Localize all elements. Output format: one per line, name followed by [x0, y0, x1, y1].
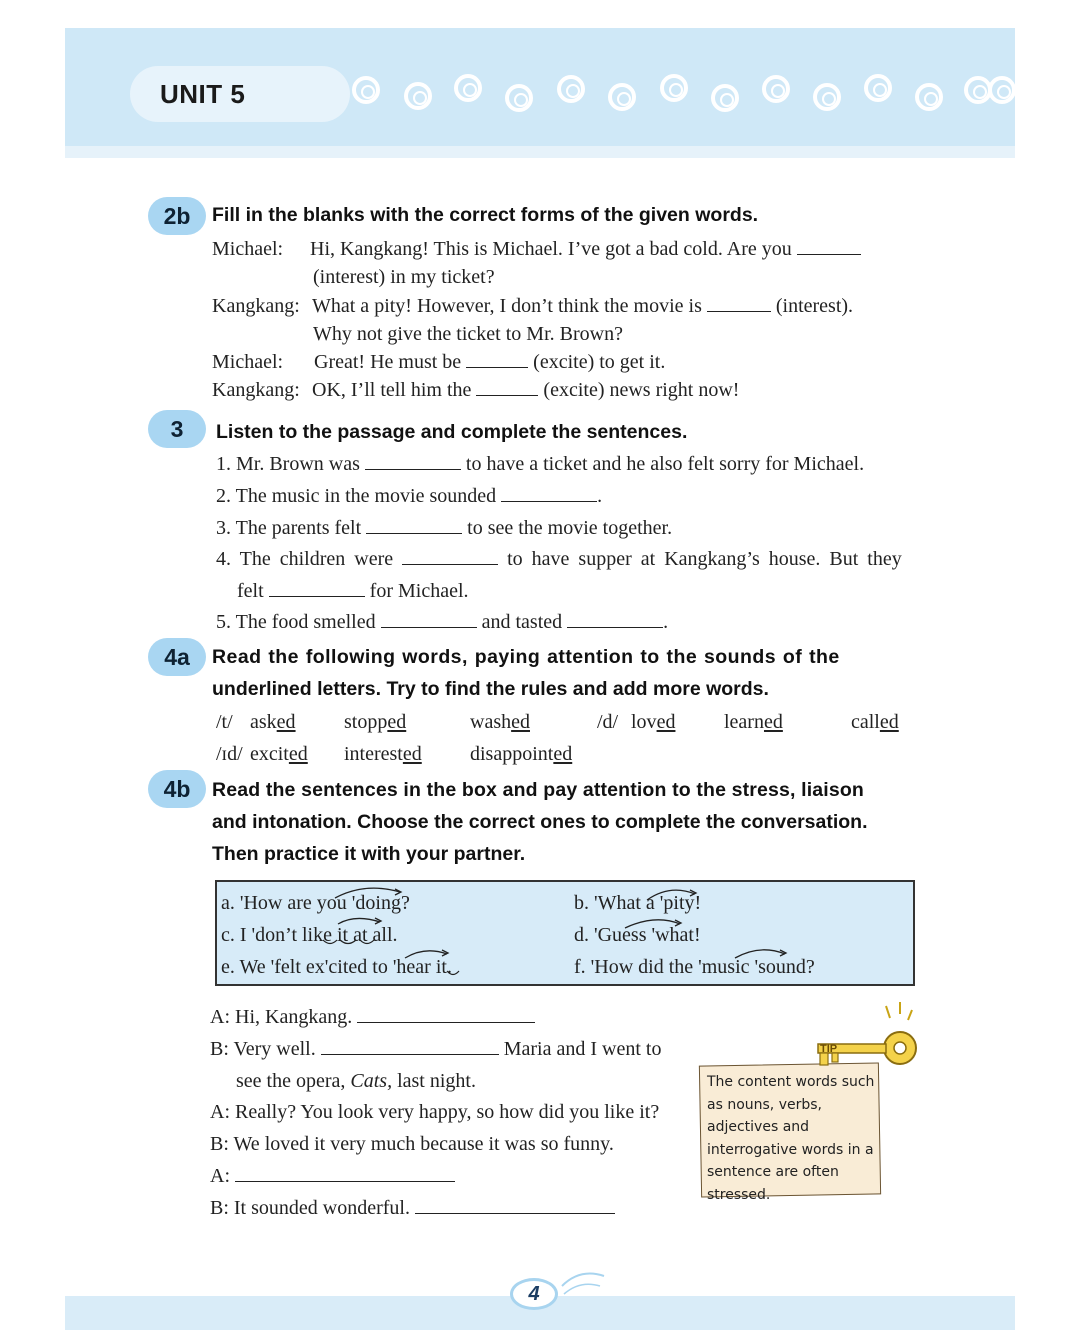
word-item: disappointed: [470, 743, 573, 765]
key-icon: [812, 1000, 922, 1080]
exercise-badge-2b: 2b: [148, 197, 206, 235]
answer-blank[interactable]: [321, 1053, 499, 1055]
box-sentence-f: f. 'How did the 'music 'sound?: [574, 956, 815, 978]
box-sentence-d: d. 'Guess 'what!: [574, 924, 701, 946]
dialog-line: A:: [210, 1165, 455, 1188]
box-sentence-e: e. We 'felt ex'cited to 'hear it.: [221, 956, 452, 978]
word-item: excited: [250, 743, 308, 765]
answer-blank[interactable]: [501, 500, 597, 502]
exercise-badge-3: 3: [148, 410, 206, 448]
answer-blank[interactable]: [476, 394, 538, 396]
swirl-decoration: [560, 1266, 610, 1306]
box-sentence-b: b. 'What a 'pity!: [574, 892, 702, 914]
word-item: loved: [631, 711, 676, 733]
sentence-item: 5. The food smelled and tasted .: [216, 611, 669, 633]
exercise-4a-instruction: Read the following words, paying attention to the sounds of the: [212, 646, 840, 668]
ring-icon: [915, 83, 943, 111]
dialog-line: OK, I’ll tell him the (excite) news right now!: [312, 379, 740, 401]
word-item: interested: [344, 743, 422, 765]
sentence-item: felt for Michael.: [237, 580, 469, 602]
ring-icon: [813, 83, 841, 111]
phoneme-d: /d/: [597, 711, 619, 733]
ring-icon: [454, 74, 482, 102]
header-shadow: [65, 146, 1015, 158]
ring-icon: [505, 84, 533, 112]
page-number: 4: [510, 1278, 558, 1310]
ring-icon: [557, 75, 585, 103]
ring-icon: [608, 83, 636, 111]
speaker-michael: Michael:: [212, 351, 284, 373]
word-item: stopped: [344, 711, 407, 733]
phoneme-t: /t/: [216, 711, 233, 733]
answer-blank[interactable]: [567, 626, 663, 628]
ring-icon: [404, 82, 432, 110]
box-sentence-c: c. I 'don’t like it at all.: [221, 924, 398, 946]
exercise-4b-instruction: Then practice it with your partner.: [212, 843, 526, 865]
speaker-kangkang: Kangkang:: [212, 379, 300, 401]
ring-icon: [988, 76, 1016, 104]
exercise-2b-instruction: Fill in the blanks with the correct forms of the given words.: [212, 204, 759, 226]
dialog-line: Hi, Kangkang! This is Michael. I’ve got a bad cold. Are you: [310, 238, 861, 261]
sentence-item: 1. Mr. Brown was to have a ticket and he also felt sorry for Michael.: [216, 453, 865, 475]
dialog-line: A: Really? You look very happy, so how did you like it?: [210, 1101, 660, 1123]
dialog-line: see the opera, Cats, last night.: [236, 1070, 476, 1092]
tip-text: The content words such as nouns, verbs, adjectives and interrogative words in a sentence are often stressed.: [707, 1074, 875, 1203]
dialog-line: B: It sounded wonderful.: [210, 1197, 615, 1220]
answer-blank[interactable]: [797, 253, 861, 255]
answer-blank[interactable]: [357, 1021, 535, 1023]
exercise-4b-instruction: Read the sentences in the box and pay attention to the stress, liaison: [212, 779, 864, 801]
word-item: washed: [470, 711, 530, 733]
answer-blank[interactable]: [366, 532, 462, 534]
dialog-line: B: Very well. Maria and I went to: [210, 1038, 662, 1060]
phoneme-id: /ɪd/: [216, 743, 243, 765]
answer-blank[interactable]: [381, 626, 477, 628]
answer-blank[interactable]: [402, 563, 498, 565]
intonation-marks: [215, 880, 915, 986]
dialog-line: B: We loved it very much because it was so funny.: [210, 1133, 614, 1155]
tip-label: TIP: [820, 1043, 838, 1055]
sentence-item: 3. The parents felt to see the movie together.: [216, 517, 673, 539]
speaker-kangkang: Kangkang:: [212, 295, 300, 317]
ring-icon: [762, 75, 790, 103]
word-item: called: [851, 711, 899, 733]
unit-title: UNIT 5: [160, 79, 246, 109]
exercise-badge-4a: 4a: [148, 638, 206, 676]
word-item: asked: [250, 711, 296, 733]
answer-blank[interactable]: [466, 366, 528, 368]
speaker-michael: Michael:: [212, 238, 284, 260]
exercise-badge-4b: 4b: [148, 770, 206, 808]
dialog-line: What a pity! However, I don’t think the movie is (interest).: [312, 295, 854, 317]
answer-blank[interactable]: [365, 468, 461, 470]
answer-blank[interactable]: [235, 1180, 455, 1182]
dialog-line: A: Hi, Kangkang.: [210, 1006, 535, 1029]
ring-icon: [711, 84, 739, 112]
answer-blank[interactable]: [707, 310, 771, 312]
exercise-4b-instruction: and intonation. Choose the correct ones to complete the conversation.: [212, 811, 868, 833]
exercise-3-instruction: Listen to the passage and complete the sentences.: [216, 421, 688, 443]
ring-icon: [352, 76, 380, 104]
sentence-item: 2. The music in the movie sounded .: [216, 485, 603, 507]
sentence-item: 4. The children were to have supper at Kangkang’s house. But they: [216, 548, 902, 570]
dialog-line: Why not give the ticket to Mr. Brown?: [313, 323, 623, 345]
dialog-line: (interest) in my ticket?: [313, 266, 495, 288]
ring-icon: [660, 74, 688, 102]
word-item: learned: [724, 711, 783, 733]
answer-blank[interactable]: [415, 1212, 615, 1214]
ring-icon: [864, 74, 892, 102]
exercise-4a-instruction: underlined letters. Try to find the rules and add more words.: [212, 678, 769, 700]
box-sentence-a: a. 'How are you 'doing?: [221, 892, 410, 914]
dialog-line: Great! He must be (excite) to get it.: [314, 351, 666, 373]
answer-blank[interactable]: [269, 595, 365, 597]
